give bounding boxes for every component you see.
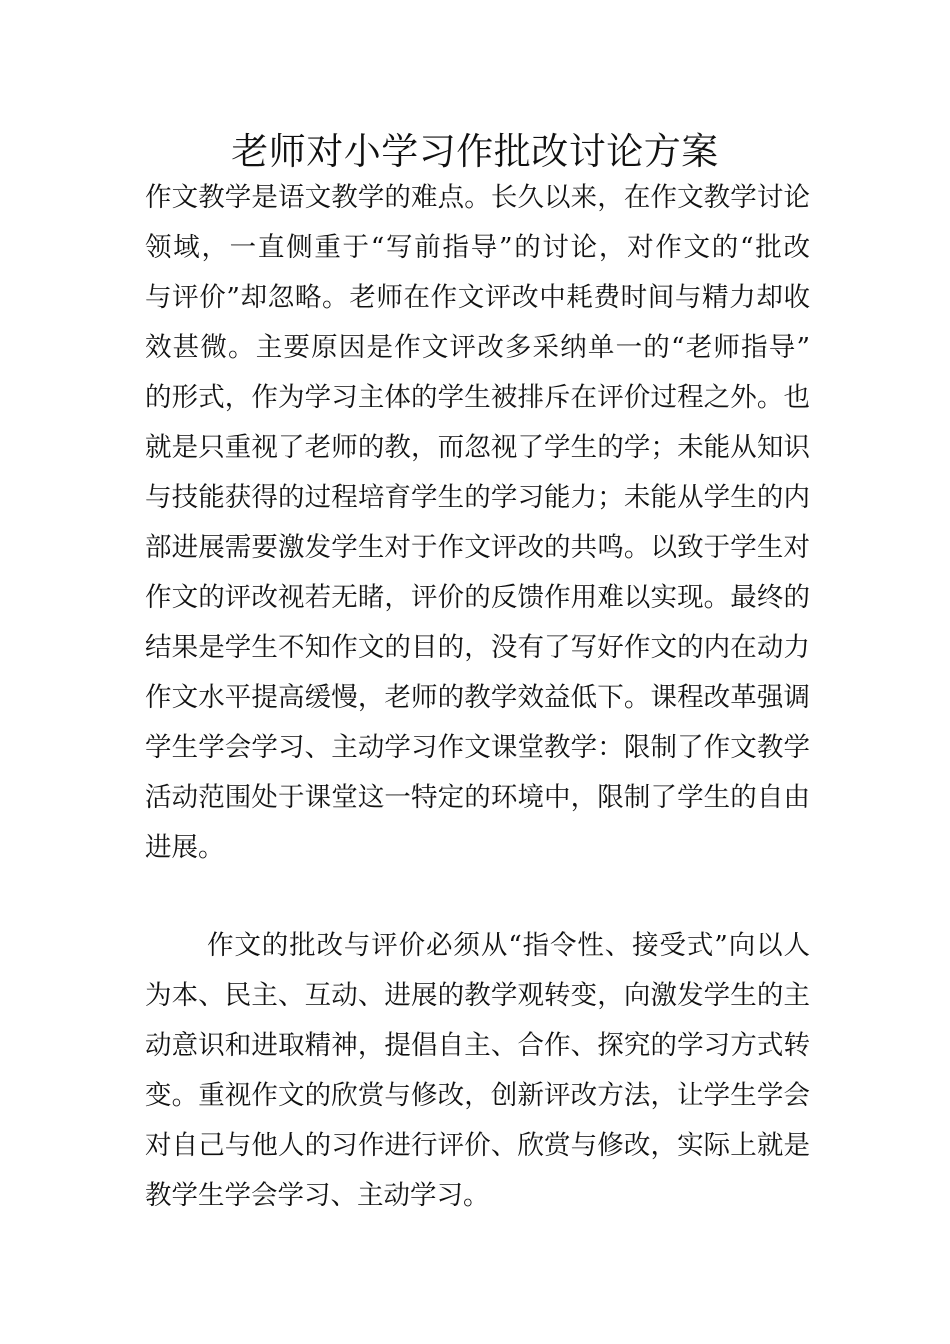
paragraph-1 — [145, 173, 810, 873]
text-line: 效甚微。主要原因是作文评改多采纳单一的“老师指导” — [145, 332, 810, 363]
text-line: 进展。 — [145, 832, 225, 863]
text-line: 教学生学会学习、主动学习。 — [145, 1180, 490, 1211]
text-line: 作文水平提高缓慢，老师的教学效益低下。课程改革强调 — [145, 682, 810, 713]
text-line: 与评价”却忽略。老师在作文评改中耗费时间与精力却收 — [145, 282, 810, 313]
text-line: 作文的批改与评价必须从“指令性、接受式”向以人 — [207, 930, 810, 961]
document-title: 老师对小学习作批改讨论方案 — [231, 130, 719, 173]
text-line: 对自己与他人的习作进行评价、欣赏与修改，实际上就是 — [145, 1130, 810, 1161]
text-line: 结果是学生不知作文的目的，没有了写好作文的内在动力 — [145, 632, 810, 663]
text-line: 领域，一直侧重于“写前指导”的讨论，对作文的“批改 — [145, 232, 810, 263]
text-line: 活动范围处于课堂这一特定的环境中，限制了学生的自由 — [145, 782, 810, 813]
text-line: 部进展需要激发学生对于作文评改的共鸣。以致于学生对 — [145, 532, 810, 563]
text-line: 动意识和进取精神，提倡自主、合作、探究的学习方式转 — [145, 1030, 810, 1061]
text-line: 的形式，作为学习主体的学生被排斥在评价过程之外。也 — [145, 382, 810, 413]
text-line: 就是只重视了老师的教，而忽视了学生的学；未能从知识 — [145, 432, 810, 463]
text-line: 与技能获得的过程培育学生的学习能力；未能从学生的内 — [145, 482, 810, 513]
text-line: 学生学会学习、主动学习作文课堂教学：限制了作文教学 — [145, 732, 810, 763]
text-line: 作文教学是语文教学的难点。长久以来，在作文教学讨论 — [145, 182, 810, 213]
text-line: 作文的评改视若无睹，评价的反馈作用难以实现。最终的 — [145, 582, 810, 613]
paragraph-2 — [145, 921, 810, 1221]
text-line: 变。重视作文的欣赏与修改，创新评改方法，让学生学会 — [145, 1080, 810, 1111]
text-line: 为本、民主、互动、进展的教学观转变，向激发学生的主 — [145, 980, 810, 1011]
